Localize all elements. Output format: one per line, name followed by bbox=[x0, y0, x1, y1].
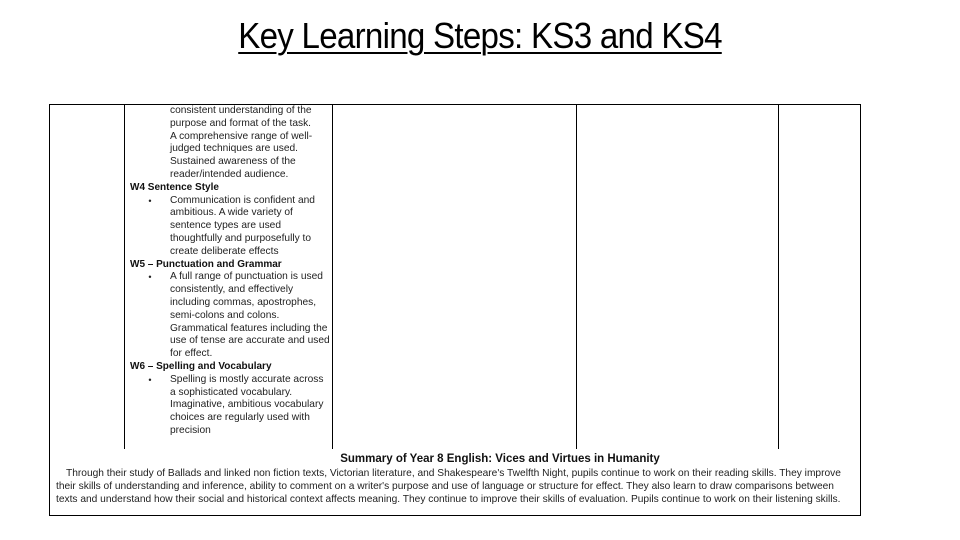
criteria-bullet-item bbox=[130, 374, 330, 438]
criteria-text: A full range of punctuation is used consistently, and effectively including commas, apostrophes, semi-colons and colons. Grammatical features including the use of tense are accurate and used for effect. bbox=[170, 271, 330, 360]
column-divider bbox=[124, 105, 125, 449]
summary-title: Summary of Year 8 English: Vices and Virtues in Humanity bbox=[340, 453, 660, 465]
bullet-icon: • bbox=[148, 272, 152, 283]
criteria-bullet-item bbox=[130, 195, 330, 259]
document-table bbox=[49, 104, 861, 516]
section-heading-spelling-vocabulary: W6 – Spelling and Vocabulary bbox=[130, 360, 272, 372]
criteria-text: Spelling is mostly accurate across a sophisticated vocabulary. Imaginative, ambitious vocabulary choices are regularly used with precision bbox=[170, 373, 324, 436]
section-heading-punctuation-grammar: W5 – Punctuation and Grammar bbox=[130, 258, 282, 270]
bullet-icon: • bbox=[148, 374, 152, 385]
year-summary bbox=[50, 453, 860, 506]
criteria-intro-line: Sustained awareness of the bbox=[170, 156, 296, 168]
criteria-intro-line: purpose and format of the task. bbox=[170, 117, 312, 129]
criteria-text: Communication is confident and ambitious. A wide variety of sentence types are used thoughtfully and purposefully to create deliberate effects bbox=[170, 194, 315, 257]
criteria-intro-line: judged techniques are used. bbox=[170, 143, 299, 155]
criteria-bullet-item bbox=[130, 271, 330, 361]
writing-criteria-cell bbox=[130, 105, 330, 438]
section-heading-sentence-style: W4 Sentence Style bbox=[130, 181, 219, 193]
column-divider bbox=[778, 105, 779, 449]
summary-body: Through their study of Ballads and linked non fiction texts, Victorian literature, and Shakespeare's Twelfth Night, pupils continue to work on their reading skills. They improve their skills of understanding and inference, ability to comment on a writer's purpose and use of language or structure for effect. They also learn to draw comparisons between texts and understand how their social and historical context affects meaning. They continue to improve their skills of evaluation. Pupils continue to work on their listening skills. bbox=[56, 468, 841, 505]
column-divider bbox=[332, 105, 333, 449]
slide-title: Key Learning Steps: KS3 and KS4 bbox=[238, 15, 722, 56]
criteria-intro-line: consistent understanding of the bbox=[170, 105, 312, 116]
criteria-intro-line: reader/intended audience. bbox=[170, 168, 289, 180]
bullet-icon: • bbox=[148, 195, 152, 206]
column-divider bbox=[576, 105, 577, 449]
criteria-intro-line: A comprehensive range of well- bbox=[170, 130, 313, 142]
